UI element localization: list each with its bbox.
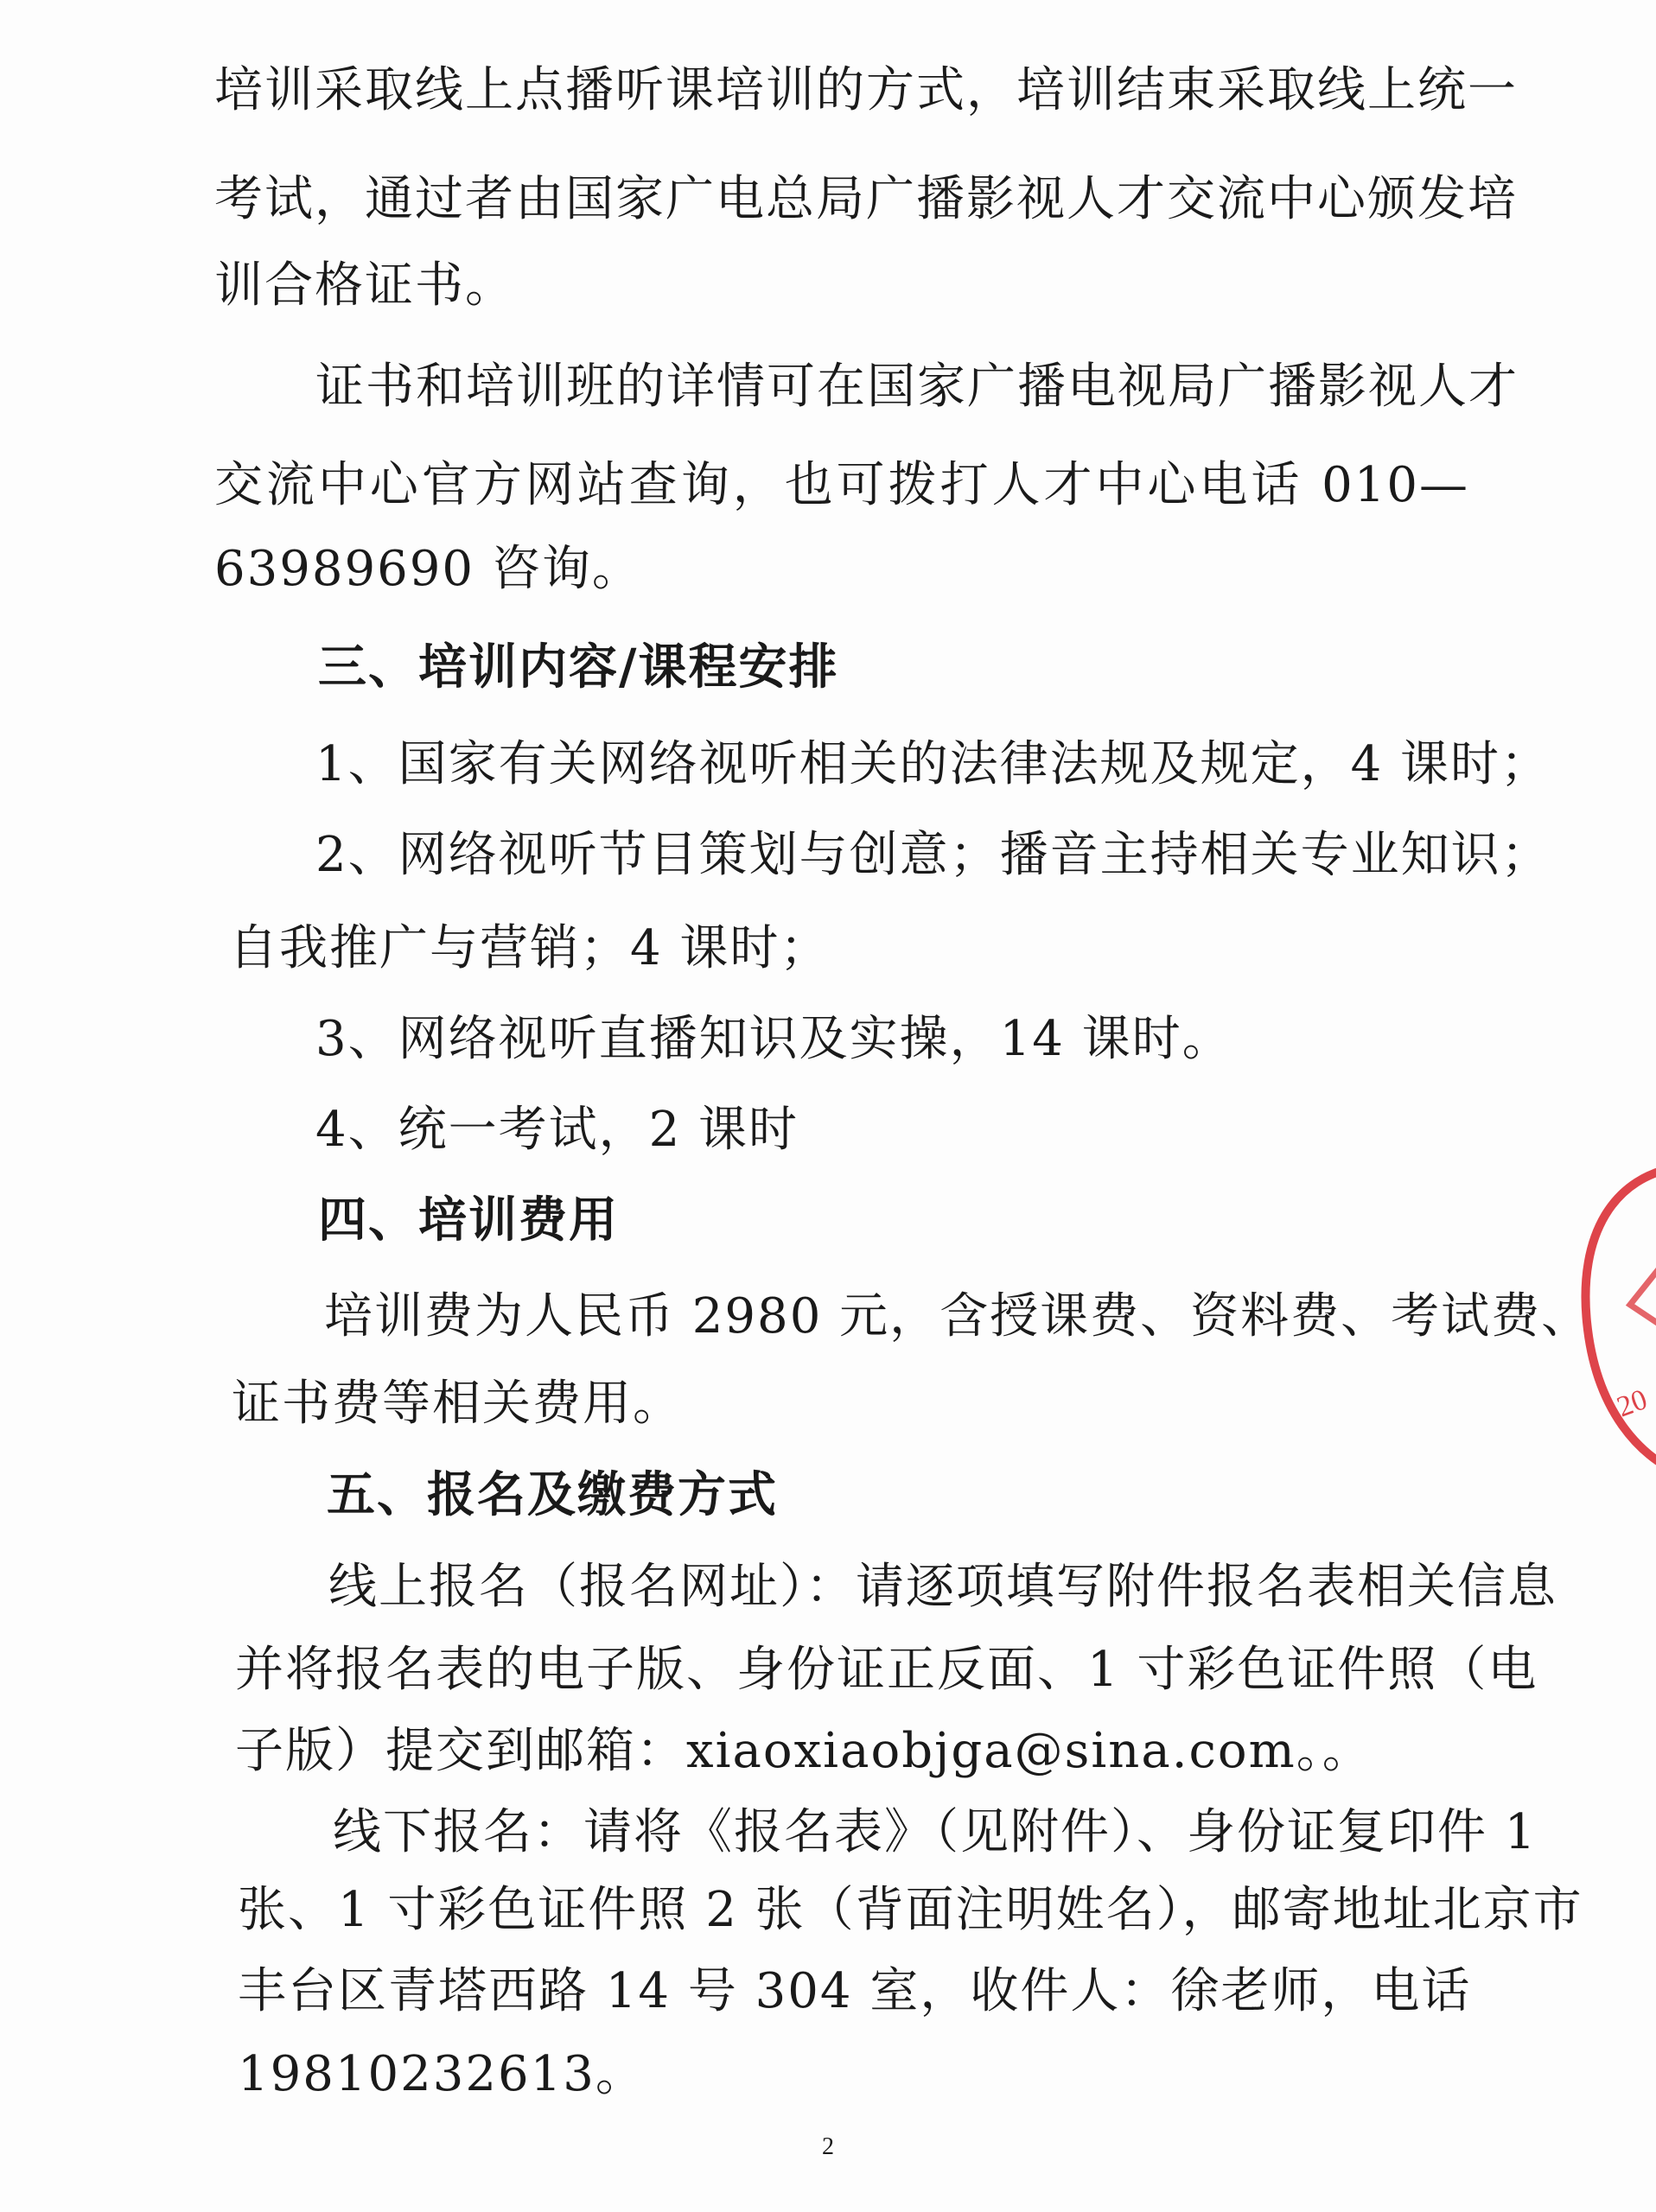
- paragraph-line: 子版）提交到邮箱：xiaoxiaobjga@sina.com。。: [235, 1723, 1373, 1779]
- list-item: 3、网络视听直播知识及实操，14 课时。: [315, 1011, 1232, 1067]
- paragraph-line: 线下报名：请将《报名表》（见附件）、身份证复印件 1: [333, 1804, 1538, 1860]
- paragraph-line: 线上报名（报名网址）：请逐项填写附件报名表相关信息: [328, 1559, 1557, 1615]
- list-item: 1、国家有关网络视听相关的法律法规及规定，4 课时；: [315, 736, 1551, 792]
- paragraph-line: 证书和培训班的详情可在国家广播电视局广播影视人才: [315, 359, 1519, 415]
- paragraph-line: 交流中心官方网站查询，也可拨打人才中心电话 010—: [214, 457, 1469, 513]
- paragraph-line: 培训采取线上点播听课培训的方式，培训结束采取线上统一: [214, 62, 1518, 118]
- paragraph-line: 63989690 咨询。: [214, 541, 642, 597]
- paragraph-line: 张、1 寸彩色证件照 2 张（背面注明姓名），邮寄地址北京市: [238, 1882, 1583, 1938]
- section-heading: 三、培训内容/课程安排: [318, 639, 839, 696]
- paragraph-line: 训合格证书。: [214, 257, 515, 314]
- paragraph-line: 并将报名表的电子版、身份证正反面、1 寸彩色证件照（电: [235, 1642, 1538, 1698]
- list-item-continuation: 自我推广与营销；4 课时；: [229, 920, 831, 976]
- paragraph-line: 培训费为人民币 2980 元，含授课费、资料费、考试费、: [324, 1288, 1592, 1344]
- section-heading: 四、培训费用: [318, 1192, 619, 1249]
- paragraph-line: 19810232613。: [238, 2046, 646, 2102]
- section-heading: 五、报名及缴费方式: [327, 1467, 778, 1523]
- red-seal-stamp: [1561, 1158, 1656, 1486]
- list-item: 4、统一考试，2 课时: [315, 1102, 799, 1158]
- list-item: 2、网络视听节目策划与创意；播音主持相关专业知识；: [315, 827, 1551, 883]
- seal-text: 20: [1613, 1383, 1652, 1424]
- page-number: 2: [822, 2133, 834, 2160]
- paragraph-line: 考试，通过者由国家广电总局广播影视人才交流中心颁发培: [214, 171, 1518, 227]
- paragraph-line: 丰台区青塔西路 14 号 304 室，收件人：徐老师，电话: [238, 1963, 1472, 2019]
- paragraph-line: 证书费等相关费用。: [232, 1376, 683, 1432]
